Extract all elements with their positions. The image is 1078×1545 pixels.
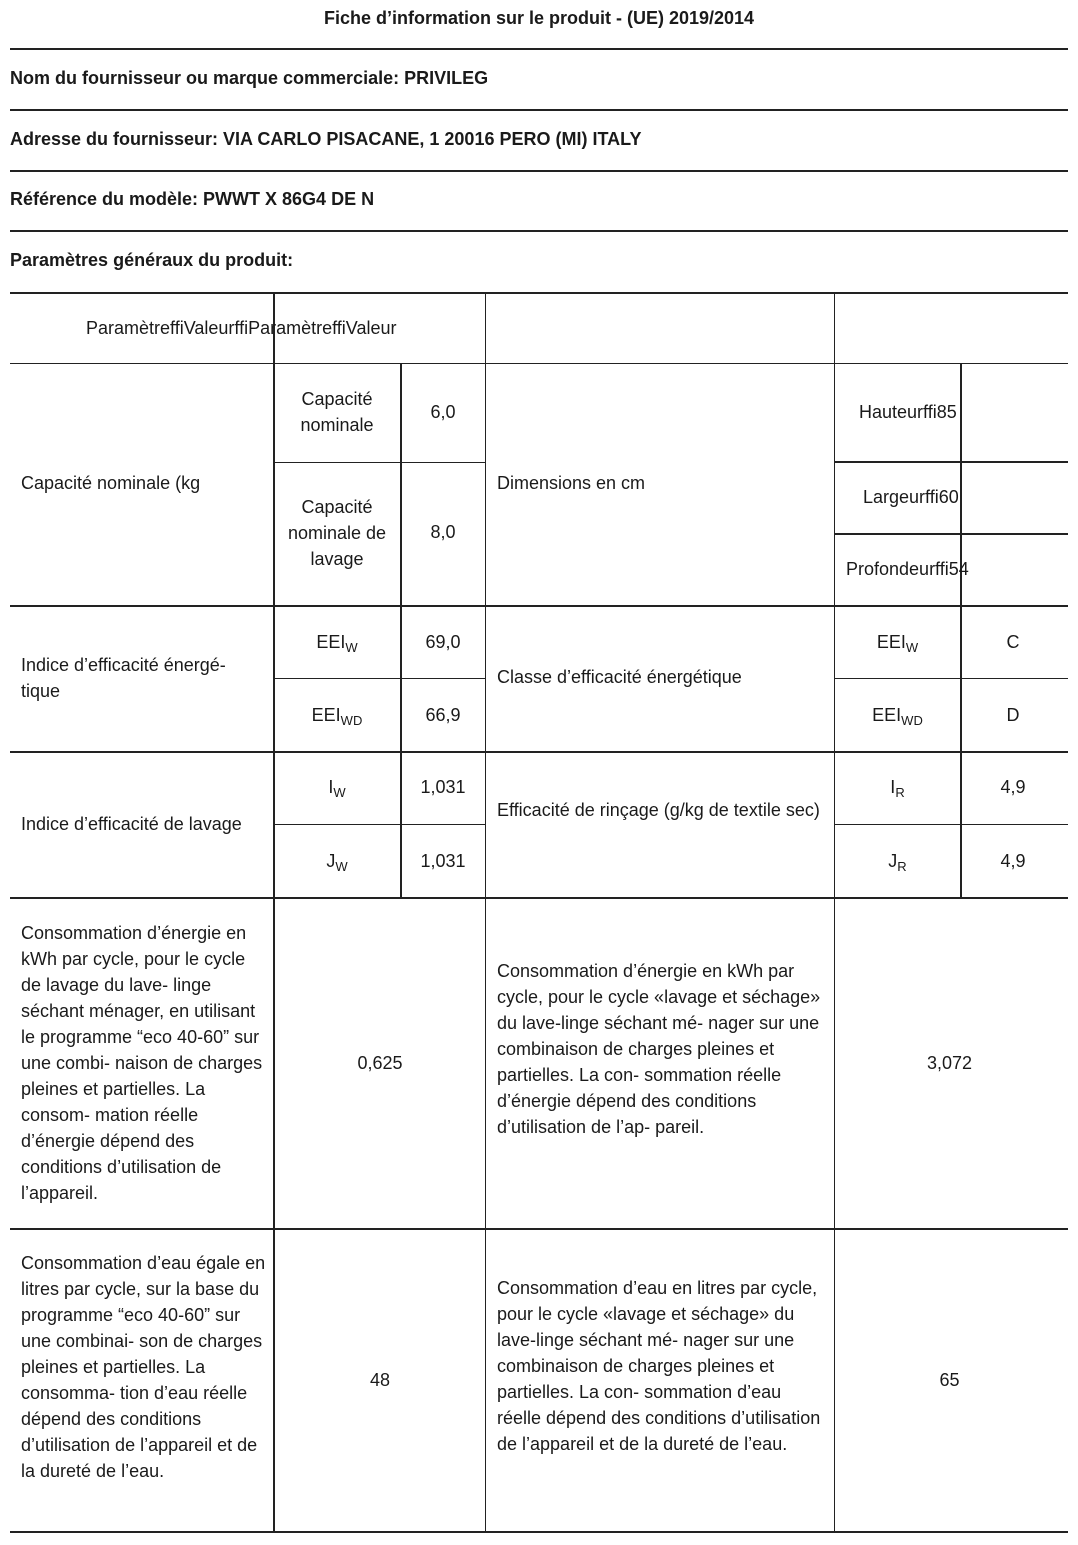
class-w-value: C <box>1006 632 1020 652</box>
rated-capacity-value: 6,0 <box>430 402 456 422</box>
ir-symbol: $I_R$ <box>890 777 905 800</box>
jw-symbol: $J_W$ <box>326 851 348 874</box>
divider <box>10 230 1068 232</box>
energy-class-label: Classe d’efficacité énergétique <box>497 667 742 687</box>
capacity-label: Capacité nominale (kg <box>21 473 201 493</box>
energy-washdry-value: 3,072 <box>926 1053 973 1073</box>
jw-value: 1,031 <box>420 851 466 871</box>
model-reference: Référence du modèle: PWWT X 86G4 DE N <box>10 189 375 209</box>
energy-washdry-label: Consommation d’énergie en kWh par cycle, pour le cycle «lavage et séchage» du lave-linge séchant mé- nager sur une combinaison de charges pleines et partielles. La con- sommation réelle d’énergie dépend des conditions d’utilisation de l’ap- pareil. <box>497 961 821 1137</box>
energy-wash-value: 0,625 <box>357 1053 403 1073</box>
eei-label: Indice d’efficacité énergé- tique <box>21 655 226 701</box>
supplier-address: Adresse du fournisseur: VIA CARLO PISACANE, 1 20016 PERO (MI) ITALY <box>10 129 642 149</box>
class-wd-value: D <box>1006 705 1020 725</box>
eei-w-value: 69,0 <box>425 632 461 652</box>
water-washdry-label: Consommation d’eau en litres par cycle, pour le cycle «lavage et séchage» du lave-linge séchant mé- nager sur une combinaison de charges pleines et partielles. La con- sommation d’eau réelle dépend des conditions d’utilisation de l’appareil et de la dureté de l’eau. <box>497 1278 821 1454</box>
wash-capacity-value: 8,0 <box>430 522 456 542</box>
supplier-name: Nom du fournisseur ou marque commerciale: PRIVILEG <box>10 68 489 88</box>
height-value: Hauteurffi85 <box>859 402 957 422</box>
water-washdry-value: 65 <box>939 1370 960 1390</box>
rinsing-label: Efficacité de rinçage (g/kg de textile sec) <box>497 800 820 820</box>
eei-wd-symbol: $EEI_{WD}$ <box>311 705 363 728</box>
class-wd-symbol: $EEI_{WD}$ <box>872 705 923 728</box>
divider <box>10 170 1068 172</box>
iw-symbol: $I_W$ <box>328 777 346 800</box>
iw-value: 1,031 <box>420 777 466 797</box>
width-value: Largeurffi60 <box>863 487 959 507</box>
washing-efficiency-label: Indice d’efficacité de lavage <box>21 814 242 834</box>
jr-value: 4,9 <box>1000 851 1026 871</box>
rated-capacity-label: Capacité nominale <box>300 389 374 435</box>
water-wash-value: 48 <box>369 1370 391 1390</box>
ir-value: 4,9 <box>1000 777 1026 797</box>
jr-symbol: $J_R$ <box>888 851 907 874</box>
general-parameters-heading: Paramètres généraux du produit: <box>10 250 294 270</box>
dimensions-label: Dimensions en cm <box>497 473 646 493</box>
class-w-symbol: $EEI_W$ <box>876 632 919 655</box>
divider <box>10 48 1068 50</box>
water-wash-label: Consommation d’eau égale en litres par cycle, sur la base du programme “eco 40-60” sur une combinai- son de charges pleines et partielles. La consomma- tion d’eau réelle dépend des conditions d’utilisation de l’appareil et de la dureté de l’eau. <box>21 1253 266 1481</box>
eei-wd-value: 66,9 <box>425 705 461 725</box>
eei-w-symbol: $EEI_W$ <box>316 632 358 655</box>
wash-capacity-label: Capacité nominale de lavage <box>287 497 387 569</box>
divider <box>10 109 1068 111</box>
document-title: Fiche d’information sur le produit - (UE) 2019/2014 <box>323 8 755 28</box>
table-header: ParamètreffiValeurffiParamètreffiValeur <box>86 318 397 338</box>
energy-wash-label: Consommation d’énergie en kWh par cycle, pour le cycle de lavage du lave- linge séchant ménager, en utilisant le programme “eco 40-60” sur une combi- naison de charges pleines et partielles. La consom- mation réelle d’énergie dépend des conditions d’utilisation de l’appareil. <box>21 923 263 1203</box>
depth-value: Profondeurffi54 <box>846 559 969 579</box>
